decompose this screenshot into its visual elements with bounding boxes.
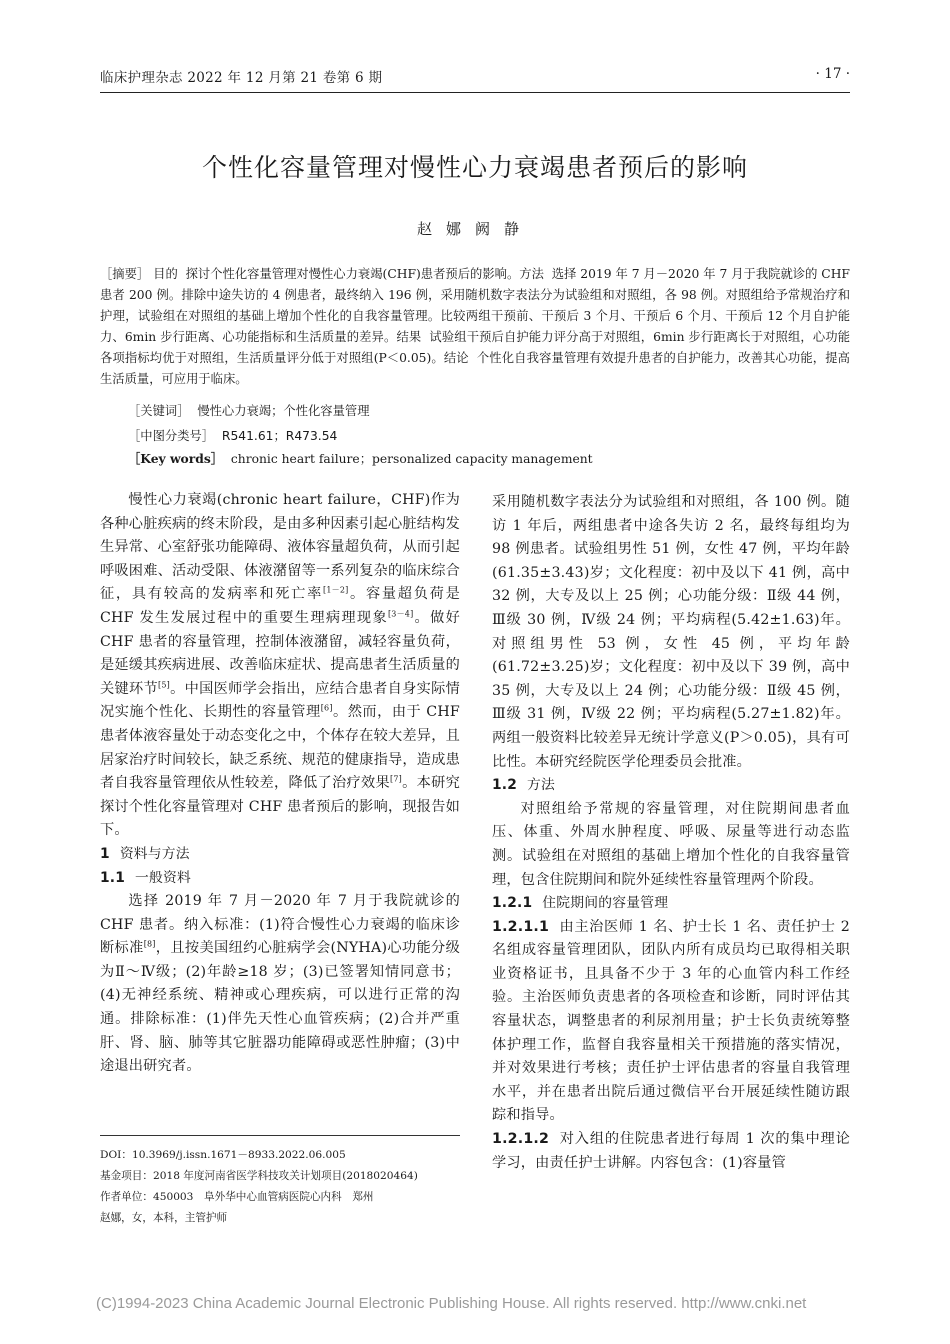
keywords-en-text: chronic heart failure；personalized capacity management xyxy=(230,452,593,466)
learning-paragraph xyxy=(492,1128,850,1175)
left-column xyxy=(100,489,460,1079)
citation: [7] xyxy=(390,774,402,784)
article-title: 个性化容量管理对慢性心力衰竭患者预后的影响 xyxy=(201,153,748,182)
general-data-text-2: ，且按美国纽约心脏病学会(NYHA)心功能分级为Ⅱ～Ⅳ级；(2)年龄≥18 岁；(3)已签署知情同意书；(4)无神经系统、精神或心理疾病，可以进行正常的沟通。排除标准：(1)伴先天性心血管疾病；(2)合并严重肝、肾、脑、肺等其它脏器功能障碍或恶性肿瘤；(3)中途退出研究者。 xyxy=(100,940,460,1075)
subsubsection-heading xyxy=(492,892,850,916)
keywords-english xyxy=(128,449,593,467)
page-number: · 17 · xyxy=(815,66,850,82)
journal-header: 临床护理杂志 2022 年 12 月第 21 卷第 6 期 xyxy=(100,70,383,86)
intro-text-5: 。然而，由于 CHF 患者体液容量处于动态变化之中，个体存在较大差异，且居家治疗时间较长，缺乏系统、规范的健康指导，造成患者自我容量管理依从性较差，降低了治疗效果 xyxy=(100,704,460,792)
abstract-label: ［摘要］ xyxy=(100,267,150,281)
keywords xyxy=(128,401,370,419)
grouping-paragraph: 采用随机数字表法分为试验组和对照组，各 100 例。随访 1 年后，两组患者中途各失访 2 名，最终每组均为 98 例患者。试验组男性 51 例，女性 47 例，平均年龄(61.35±3.43)岁；文化程度：初中及以下 41 例，高中 32 例，大专及以上 25 例；心功能分级：Ⅱ级 44 例，Ⅲ级 30 例，Ⅳ级 24 例；平均病程(5.42±1.63)年。对照组男性 53 例，女性 45 例，平均年龄(61.72±3.25)岁；文化程度：初中及以下 39 例，高中 35 例，大专及以上 24 例；心功能分级：Ⅱ级 45 例，Ⅲ级 31 例，Ⅳ级 22 例；平均病程(5.27±1.82)年。两组一般资料比较差异无统计学意义(P＞0.05)，具有可比性。本研究经院医学伦理委员会批准。 xyxy=(492,494,850,770)
subsubsection-title: 住院期间的容量管理 xyxy=(542,895,669,912)
abstract-aim-label: 目的 xyxy=(153,267,178,281)
intro-text-3: 。做好 CHF 患者的容量管理，控制体液潴留，减轻容量负荷，是延缓其疾病进展、改善临床症状、提高患者生活质量的关键环节 xyxy=(100,609,460,697)
intro-text-6: 。本研究探讨个性化容量管理对 CHF 患者预后的影响，现报告如下。 xyxy=(100,775,460,839)
citation: [1－2] xyxy=(323,585,349,595)
abstract xyxy=(100,264,850,390)
learning-text: 对入组的住院患者进行每周 1 次的集中理论学习，由责任护士讲解。内容包含：(1)容量管 xyxy=(492,1131,850,1171)
method-paragraph: 对照组给予常规的容量管理，对住院期间患者血压、体重、外周水肿程度、呼吸、尿量等进行动态监测。试验组在对照组的基础上增加个性化的自我容量管理，包含住院期间和院外延续性容量管理两个阶段。 xyxy=(492,800,850,888)
abstract-method: 选择 2019 年 7 月－2020 年 7 月于我院就诊的 CHF 患者 200 例。排除中途失访的 4 例患者，最终纳入 196 例，采用随机数字表法分为试验组和对照组，各 98 例。对照组给予常规治疗和护理，试验组在对照组的基础上增加个性化的自我容量管理。比较两组干预前、干预后 3 个月、干预后 6 个月、干预后 12 个月自护能力、6min 步行距离、心功能指标和生活质量的差异。 xyxy=(100,267,850,344)
author-info: 赵娜，女，本科，主管护师 xyxy=(100,1212,228,1224)
team-text: 由主治医师 1 名、护士长 1 名、责任护士 2 名组成容量管理团队，团队内所有成员均已取得相关职业资格证书，且具备不少于 3 年的心血管内科工作经验。主治医师负责患者的各项检查和诊断，同时评估其容量状态，调整患者的利尿剂用量；护士长负责统筹整体护理工作，监督自我容量相关干预措施的落实情况，并对效果进行考核；责任护士评估患者的容量自我管理水平，并在患者出院后通过微信平台开展延续性随访跟踪和指导。 xyxy=(492,918,850,1124)
subsection-heading xyxy=(100,867,460,891)
keywords-en-label: ［Key words］ xyxy=(128,451,224,466)
subsection-title: 一般资料 xyxy=(135,869,192,886)
copyright-footer: (C)1994-2023 China Academic Journal Electronic Publishing House. All rights reserved. http://www.cnki.net xyxy=(96,1295,807,1312)
clc-label: ［中图分类号］ xyxy=(128,429,215,443)
team-paragraph xyxy=(492,916,850,1128)
intro-paragraph xyxy=(100,489,460,843)
author-unit: 作者单位：450003 阜外华中心血管病医院心内科 郑州 xyxy=(100,1191,374,1203)
subsection-number: 1.1 xyxy=(100,869,126,886)
header-divider xyxy=(100,92,850,93)
subsection-heading xyxy=(492,774,850,798)
citation: [5] xyxy=(158,680,170,690)
abstract-method-label: 方法 xyxy=(519,267,544,281)
subsection-title: 方法 xyxy=(527,777,556,794)
citation: [8] xyxy=(143,939,156,949)
keywords-label: ［关键词］ xyxy=(128,404,190,418)
section-heading xyxy=(100,843,460,867)
citation: [3－4] xyxy=(387,609,414,619)
abstract-conclusion-label: 结论 xyxy=(443,351,469,365)
doi: DOI：10.3969/j.issn.1671－8933.2022.06.005 xyxy=(100,1149,346,1161)
abstract-result-label: 结果 xyxy=(396,330,422,344)
general-data-paragraph xyxy=(100,890,460,1079)
right-column xyxy=(492,491,850,1175)
section-number: 1 xyxy=(100,845,110,862)
abstract-result: 试验组干预后自护能力评分高于对照组，6min 步行距离长于对照组，心功能各项指标均优于对照组，生活质量评分低于对照组(P＜0.05)。 xyxy=(100,330,851,365)
clc-text: R541.61；R473.54 xyxy=(221,429,338,443)
citation: [6] xyxy=(320,703,333,713)
subsection-number: 1.2 xyxy=(492,777,518,794)
item-number: 1.2.1.1 xyxy=(492,918,550,935)
fund-info: 基金项目：2018 年度河南省医学科技攻关计划项目(2018020464) xyxy=(100,1170,418,1182)
intro-text-2: 。容量超负荷是 CHF 发生发展过程中的重要生理病理现象 xyxy=(100,586,460,626)
intro-text-1: 慢性心力衰竭(chronic heart failure，CHF)作为各种心脏疾病的终末阶段，是由多种因素引起心脏结构发生异常、心室舒张功能障碍、液体容量超负荷，从而引起呼吸困难、活动受限、体液潴留等一系列复杂的临床综合征，具有较高的发病率和死亡率 xyxy=(100,492,460,603)
keywords-text: 慢性心力衰竭；个性化容量管理 xyxy=(197,404,370,418)
authors: 赵娜阙静 xyxy=(416,220,533,238)
item-number: 1.2.1.2 xyxy=(492,1131,550,1148)
footnotes xyxy=(100,1145,480,1229)
general-data-text-1: 选择 2019 年 7 月－2020 年 7 月于我院就诊的 CHF 患者。纳入标准：(1)符合慢性心力衰竭的临床诊断标准 xyxy=(100,893,460,957)
footnote-divider xyxy=(100,1135,460,1136)
abstract-conclusion: 个性化自我容量管理有效提升患者的自护能力，改善其心功能，提高生活质量，可应用于临床。 xyxy=(100,351,850,386)
subsubsection-number: 1.2.1 xyxy=(492,895,533,912)
classification-number xyxy=(128,426,337,444)
abstract-aim: 探讨个性化容量管理对慢性心力衰竭(CHF)患者预后的影响。 xyxy=(185,267,520,281)
section-title: 资料与方法 xyxy=(119,845,190,862)
intro-text-4: 。中国医师学会指出，应结合患者自身实际情况实施个性化、长期性的容量管理 xyxy=(100,680,460,721)
